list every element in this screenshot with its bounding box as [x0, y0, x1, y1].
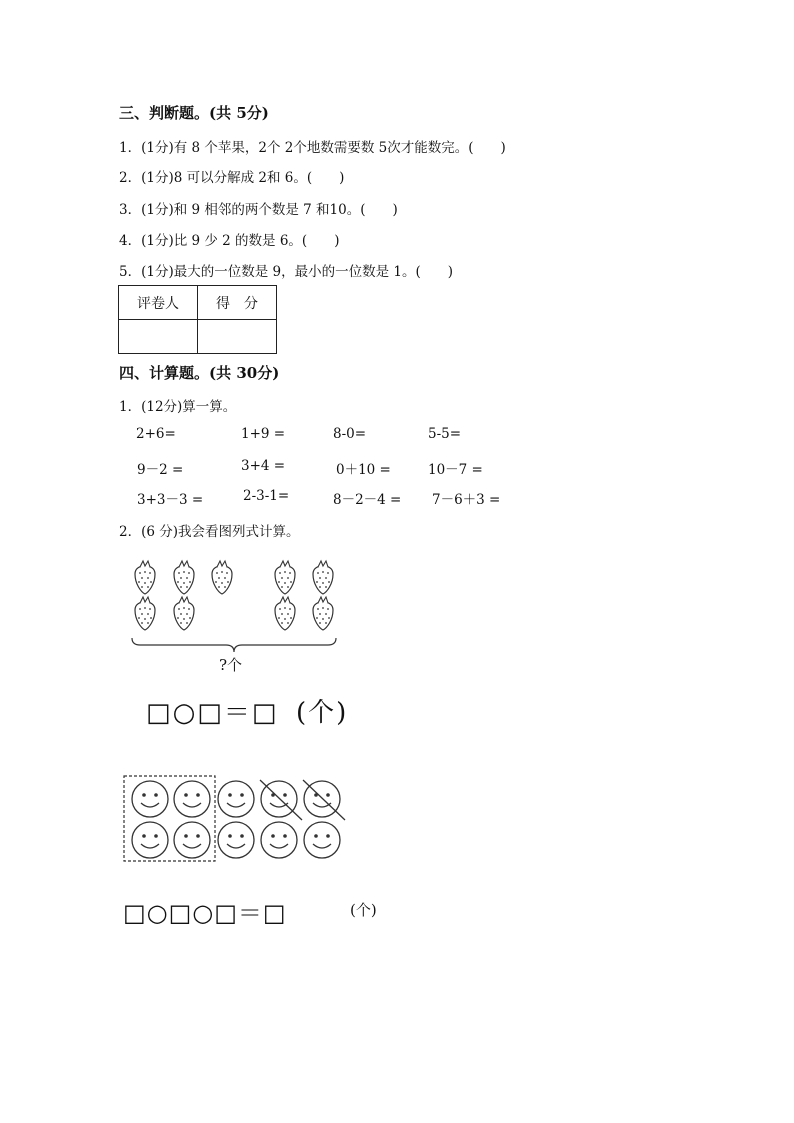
calc-item: 3+3－3 = [137, 492, 204, 508]
score-header: 得 分 [198, 286, 277, 320]
calc-item: 10－7 = [428, 462, 483, 478]
judge-question-2: 2．(1分)8 可以分解成 2和 6。( ) [119, 170, 345, 186]
smiley-face-icon [218, 822, 254, 858]
score-cell [198, 320, 277, 354]
curly-brace [132, 638, 336, 652]
strawberry-icon [135, 597, 155, 630]
smiley-face-icon [304, 822, 340, 858]
strawberry-icon [174, 597, 194, 630]
calc-item: 3+4 = [241, 458, 286, 474]
smiley-face-icon [132, 781, 168, 817]
smiley-face-icon [132, 822, 168, 858]
calc-item: 8－2－4 = [333, 492, 402, 508]
equation-2: □○□○□＝□ [123, 899, 287, 927]
section4-title: 四、计算题。(共 30分) [119, 364, 280, 382]
judge-question-1: 1．(1分)有 8 个苹果，2个 2个地数需要数 5次才能数完。( ) [119, 140, 506, 156]
calc-item: 5-5= [428, 426, 462, 442]
strawberry-icon [174, 561, 194, 594]
calc-item: 1+9 = [241, 426, 286, 442]
smiley-face-icon [218, 781, 254, 817]
judge-question-5: 5．(1分)最大的一位数是 9，最小的一位数是 1。( ) [119, 264, 454, 280]
smiley-face-icon [174, 822, 210, 858]
calc-item: 8-0= [333, 426, 367, 442]
smiley-picture [120, 772, 350, 867]
strawberry-icon [135, 561, 155, 594]
equation-1-unit: (个) [296, 698, 349, 728]
smiley-face-icon [261, 822, 297, 858]
equation-2-unit: (个) [350, 901, 377, 919]
grader-header: 评卷人 [119, 286, 198, 320]
judge-question-4: 4．(1分)比 9 少 2 的数是 6。( ) [119, 233, 340, 249]
judge-question-3: 3．(1分)和 9 相邻的两个数是 7 和10。( ) [119, 202, 398, 218]
calc-item: 2-3-1= [243, 488, 290, 504]
grader-cell [119, 320, 198, 354]
calc-item: 9－2 = [137, 462, 184, 478]
strawberry-icon [275, 561, 295, 594]
strawberry-icon [212, 561, 232, 594]
calc-question-label: 1．(12分)算一算。 [119, 399, 237, 415]
strawberry-picture [126, 556, 346, 656]
calc-item: 0＋10 = [336, 462, 391, 478]
smiley-face-icon [174, 781, 210, 817]
section3-title: 三、判断题。(共 5分) [119, 104, 269, 122]
picture-question-label: 2．(6 分)我会看图列式计算。 [119, 524, 300, 540]
calc-item: 7－6＋3 = [432, 492, 501, 508]
strawberry-icon [275, 597, 295, 630]
equation-1: □○□＝□ [146, 698, 279, 728]
calc-item: 2+6= [136, 426, 176, 442]
strawberry-icon [313, 561, 333, 594]
strawberry-icon [313, 597, 333, 630]
brace-label: ?个 [219, 656, 243, 674]
score-table [118, 285, 277, 354]
